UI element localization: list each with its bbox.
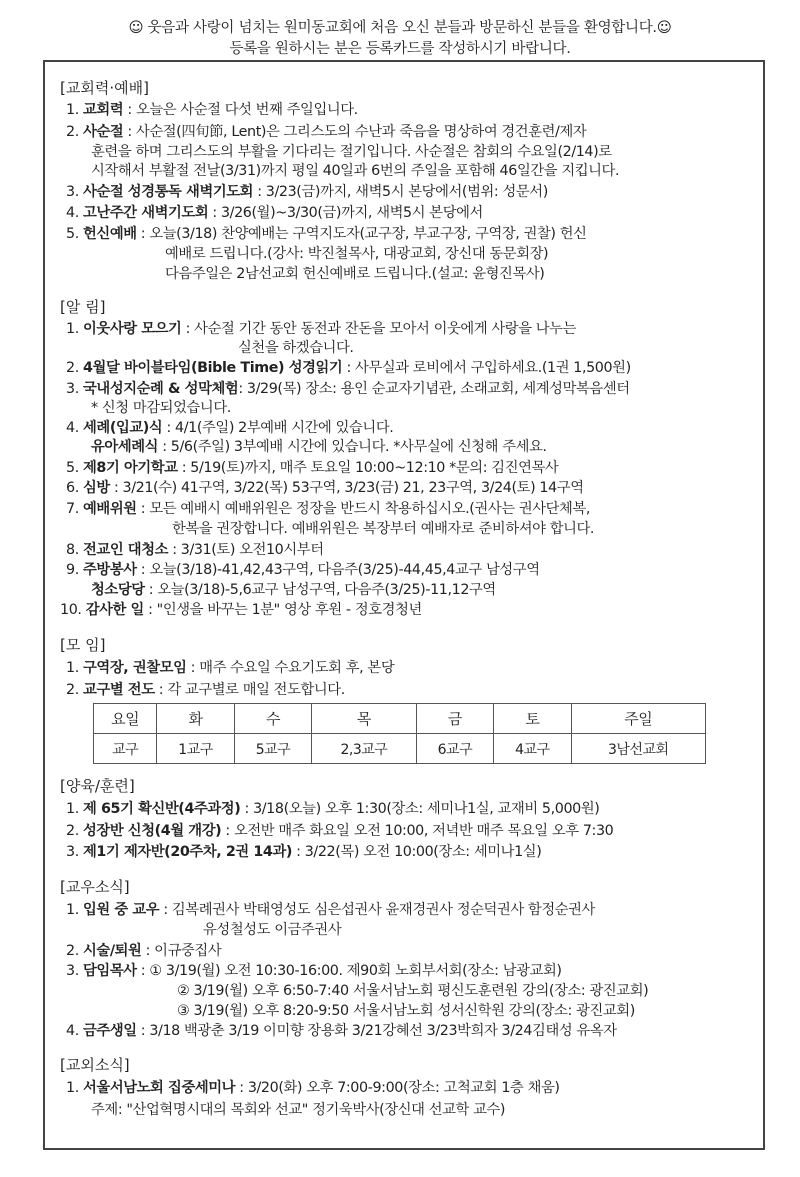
list-item: 1. 입원 중 교우 : 김복례권사 박태영성도 심은섭권사 윤재경권사 정순덕권사 함정순권사: [66, 902, 595, 918]
list-item: 2. 시술/퇴원 : 이규중집사: [66, 943, 222, 959]
list-item: 1. 구역장, 권찰모임 : 매주 수요일 수요기도회 후, 본당: [66, 660, 395, 676]
list-item: 4. 금주생일 : 3/18 백광춘 3/19 이미향 장용화 3/21강혜선 3/23박희자 3/24김태성 유옥자: [66, 1023, 617, 1039]
table-cell: 4교구: [494, 734, 571, 764]
list-item: 2. 4월달 바이블타임(Bible Time) 성경읽기 : 사무실과 로비에서 구입하세요.(1권 1,500원): [66, 360, 631, 376]
list-item: 3. 국내성지순례 & 성막체험: 3/29(목) 장소: 용인 순교자기념관, 소래교회, 세계성막복음센터: [66, 381, 630, 397]
table-cell: 1교구: [157, 734, 234, 764]
list-item-continuation: 주제: "산업혁명시대의 목회와 선교" 정기욱박사(장신대 선교학 교수): [91, 1102, 506, 1118]
list-item: 2. 교구별 전도 : 각 교구별로 매일 전도합니다.: [66, 682, 345, 698]
list-item: 1. 제 65기 확신반(4주과정) : 3/18(오늘) 오후 1:30(장소: 세미나1실, 교재비 5,000원): [66, 801, 600, 817]
list-item-continuation: 훈련을 하며 그리스도의 부활을 기다리는 절기입니다. 사순절은 참회의 수요일(2/14)로: [91, 144, 612, 160]
table-header-row: [94, 704, 706, 734]
register-line: 등록을 원하시는 분은 등록카드를 작성하시기 바랍니다.: [229, 41, 571, 57]
section-title-notices: [알 림]: [60, 298, 106, 316]
list-item: 5. 제8기 아기학교 : 5/19(토)까지, 매주 토요일 10:00~12:10 *문의: 김진연목사: [66, 460, 559, 476]
section-title-training: [양육/훈련]: [60, 777, 135, 795]
table-header-cell: 화: [157, 704, 234, 734]
table-row: [94, 734, 706, 764]
evangelism-schedule-table: [93, 703, 706, 764]
list-item: 6. 심방 : 3/21(수) 41구역, 3/22(목) 53구역, 3/23(금) 21, 23구역, 3/24(토) 14구역: [66, 480, 584, 496]
list-item-continuation: 유성철성도 이금주권사: [203, 922, 342, 938]
list-item: 2. 성장반 신청(4월 개강) : 오전반 매주 화요일 오전 10:00, 저녁반 매주 목요일 오후 7:30: [66, 823, 614, 839]
list-item-continuation: ② 3/19(월) 오후 6:50-7:40 서울서남노회 평신도훈련원 강의(장소: 광진교회): [177, 983, 649, 999]
list-item-continuation: 예배로 드립니다.(강사: 박진철목사, 대광교회, 장신대 동문회장): [165, 246, 549, 262]
table-header-cell: 토: [494, 704, 571, 734]
list-item: 5. 헌신예배 : 오늘(3/18) 찬양예배는 구역지도자(교구장, 부교구장, 구역장, 권찰) 헌신: [66, 226, 587, 242]
list-item-continuation: 실천을 하겠습니다.: [238, 340, 354, 356]
list-item-continuation: * 신청 마감되었습니다.: [91, 400, 231, 416]
table-cell: 5교구: [234, 734, 311, 764]
list-item: 2. 사순절 : 사순절(四旬節, Lent)은 그리스도의 수난과 죽음을 명상하여 경건훈련/제자: [66, 124, 587, 140]
table-cell: 교구: [94, 734, 157, 764]
table-header-cell: 수: [234, 704, 311, 734]
list-item: 1. 교회력 : 오늘은 사순절 다섯 번째 주일입니다.: [66, 102, 358, 118]
table-header-cell: 요일: [94, 704, 157, 734]
list-item-continuation: ③ 3/19(월) 오후 8:20-9:50 서울서남노회 성서신학원 강의(장소: 광진교회): [177, 1003, 635, 1019]
list-item: 10. 감사한 일 : "인생을 바꾸는 1분" 영상 후원 - 정호경청년: [60, 602, 422, 618]
table-header-cell: 목: [312, 704, 416, 734]
list-item-continuation: 다음주일은 2남선교회 헌신예배로 드립니다.(설교: 윤형진목사): [165, 266, 545, 282]
table-cell: 6교구: [416, 734, 493, 764]
list-item: 유아세례식 : 5/6(주일) 3부예배 시간에 있습니다. *사무실에 신청해 주세요.: [91, 439, 547, 455]
section-title-members: [교우소식]: [60, 878, 130, 896]
section-title-worship: [교회력·예배]: [60, 79, 149, 97]
welcome-line: ☺ 웃음과 사랑이 넘치는 원미동교회에 처음 오신 분들과 방문하신 분들을 환영합니다.☺: [128, 20, 672, 36]
list-item: 4. 고난주간 새벽기도회 : 3/26(월)~3/30(금)까지, 새벽5시 본당에서: [66, 205, 483, 221]
list-item: 청소당당 : 오늘(3/18)-5,6교구 남성구역, 다음주(3/25)-11,12구역: [91, 582, 496, 598]
list-item: 7. 예배위원 : 모든 예배시 예배위원은 정장을 반드시 착용하십시오.(권사는 권사단체복,: [66, 501, 591, 517]
list-item: 3. 사순절 성경통독 새벽기도회 : 3/23(금)까지, 새벽5시 본당에서(범위: 성문서): [66, 184, 548, 200]
list-item: 1. 서울서남노회 집중세미나 : 3/20(화) 오후 7:00-9:00(장소: 고척교회 1층 채움): [66, 1080, 560, 1096]
section-title-outside: [교외소식]: [60, 1056, 130, 1074]
list-item: 3. 제1기 제자반(20주차, 2권 14과) : 3/22(목) 오전 10:00(장소: 세미나1실): [66, 844, 542, 860]
table-cell: 3남선교회: [571, 734, 705, 764]
table-cell: 2,3교구: [312, 734, 416, 764]
list-item: 8. 전교인 대청소 : 3/31(토) 오전10시부터: [66, 542, 324, 558]
table-header-cell: 주일: [571, 704, 705, 734]
table-header-cell: 금: [416, 704, 493, 734]
list-item-continuation: 시작해서 부활절 전날(3/31)까지 평일 40일과 6번의 주일을 포함해 46일간을 지킵니다.: [91, 163, 620, 179]
list-item: 1. 이웃사랑 모으기 : 사순절 기간 동안 동전과 잔돈을 모아서 이웃에게 사랑을 나누는: [66, 321, 576, 337]
list-item: 3. 담임목사 : ① 3/19(월) 오전 10:30-16:00. 제90회 노회부서회(장소: 남광교회): [66, 963, 562, 979]
list-item-continuation: 한복을 권장합니다. 예배위원은 복장부터 예배자로 준비하셔야 합니다.: [172, 521, 595, 537]
section-title-meetings: [모 임]: [60, 636, 106, 654]
list-item: 4. 세례(입교)식 : 4/1(주일) 2부예배 시간에 있습니다.: [66, 420, 394, 436]
list-item: 9. 주방봉사 : 오늘(3/18)-41,42,43구역, 다음주(3/25)-44,45,4교구 남성구역: [66, 562, 540, 578]
